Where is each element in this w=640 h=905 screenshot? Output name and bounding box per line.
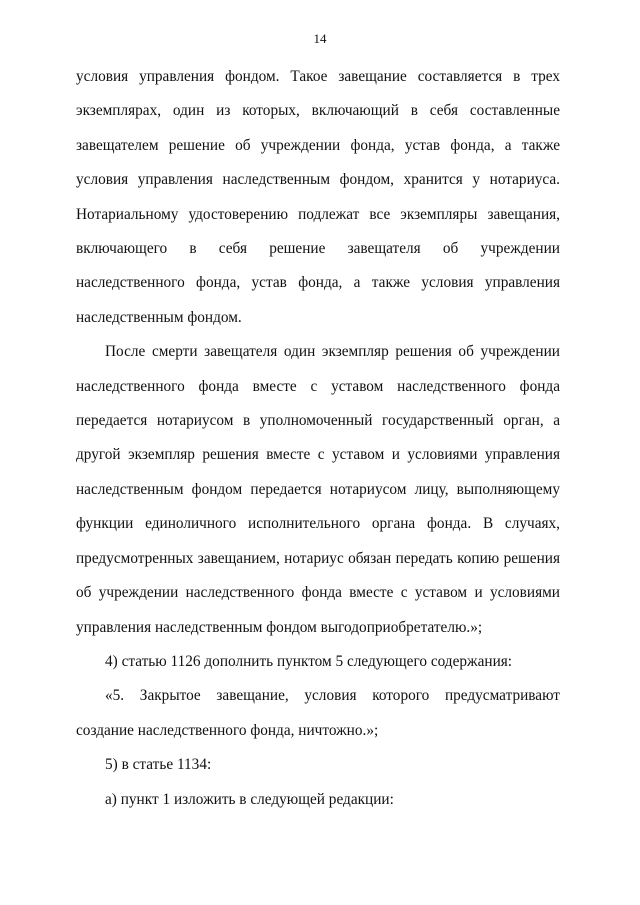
paragraph-item-5: 5) в статье 1134:	[105, 756, 212, 774]
paragraph-subitem-a: а) пункт 1 изложить в следующей редакции:	[105, 790, 394, 808]
paragraph-after-death: После смерти завещателя один экземпляр решения об учреждении наследственного фонда вместе с уставом наследственного фонда передается нотариусом в уполномоченный государственный орган, а другой экземпляр решения вместе с уставом и условиями управления наследственным фондом передается нотариусом лицу, выполняющему функции единоличного исполнительного органа фонда. В случаях, предусмотренных завещанием, нотариус обязан передать копию решения об учреждении наследственного фонда вместе с уставом и условиями управления наследственным фондом выгодоприобретателю.»;	[76, 343, 560, 636]
document-body	[76, 60, 560, 817]
paragraph-continuation: условия управления фондом. Такое завещание составляется в трех экземплярах, один из которых, включающий в себя составленные завещателем решение об учреждении фонда, устав фонда, а также условия управления наследственным фондом, хранится у нотариуса. Нотариальному удостоверению подлежат все экземпляры завещания, включающего в себя решение завещателя об учреждении наследственного фонда, устав фонда, а также условия управления наследственным фондом.	[76, 68, 560, 326]
paragraph-item-4: 4) статью 1126 дополнить пунктом 5 следующего содержания:	[105, 652, 513, 670]
paragraph-closed-will: «5. Закрытое завещание, условия которого предусматривают создание наследственного фонда, ничтожно.»;	[76, 687, 560, 739]
page-number: 14	[313, 31, 327, 46]
